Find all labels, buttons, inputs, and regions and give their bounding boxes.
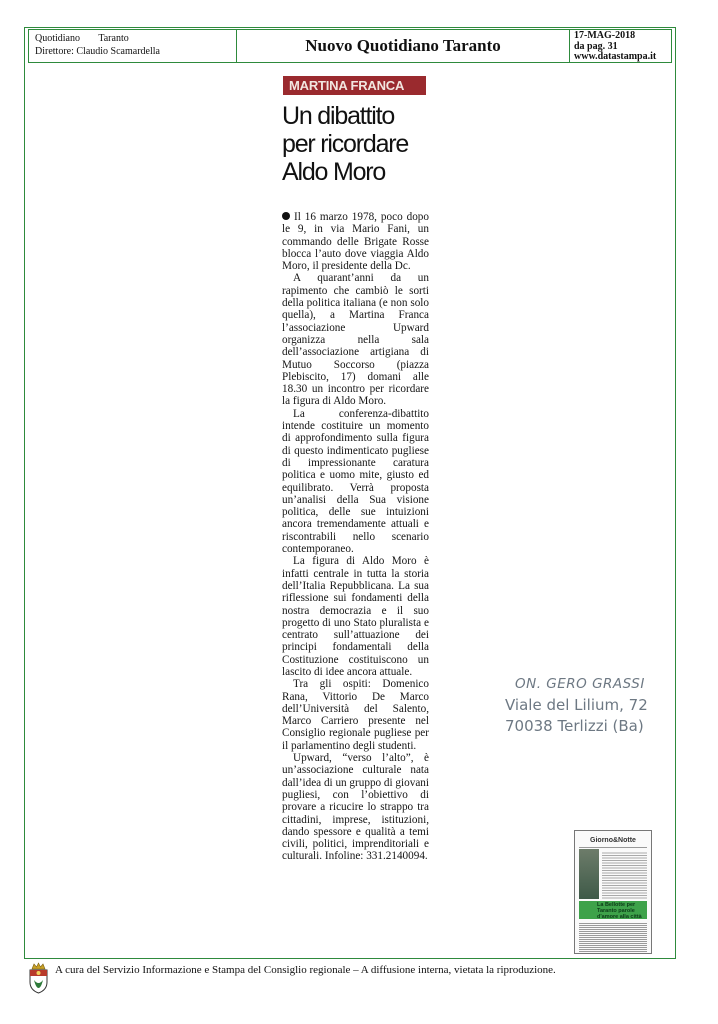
bullet-icon xyxy=(282,212,290,220)
footer-notice: A cura del Servizio Informazione e Stampa del Consiglio regionale – A diffusione interna, vietata la riproduzione. xyxy=(55,964,556,976)
thumbnail-masthead: Giorno&Notte xyxy=(579,834,647,848)
address-stamp xyxy=(505,676,675,735)
source-site: www.datastampa.it xyxy=(574,51,657,62)
region-emblem-icon xyxy=(28,962,49,994)
thumbnail-text-block xyxy=(579,922,647,952)
article-headline xyxy=(282,102,482,186)
publication-type: Quotidiano xyxy=(35,33,80,44)
header-publication-info xyxy=(29,30,237,62)
article-paragraph: La conferenza-dibattito intende costituire un momento di approfondimento sulla figura di questo indimenticato pugliese di impressionante caratura politica e uomo mite, giusto ed equilibrato. Verrà proposta un’analisi della Sua visione politica, delle sue intuizioni ancora tremendamente attuali e riscontrabili nello scenario contemporaneo. xyxy=(282,407,429,556)
article-paragraph: Upward, “verso l’alto”, è un’associazione culturale nata dall’idea di un gruppo di giovani pugliesi, con l’obiettivo di provare a ricucire lo strappo tra cittadini, imprese, istituzioni, dando spessore e qualità a temi civili, politici, imprenditoriali e culturali. Infoline: 331.2140094. xyxy=(282,752,429,863)
headline-line: Un dibattito xyxy=(282,102,395,130)
stamp-street: Viale del Lilium, 72 xyxy=(505,696,648,714)
thumbnail-headline: La Bellotte per Taranto parole d'amore alla città xyxy=(597,902,642,920)
article-paragraph: Tra gli ospiti: Domenico Rana, Vittorio De Marco dell’Università del Salento, Marco Carriero presente nel Consiglio regionale pugliese per il parlamentino degli studenti. xyxy=(282,678,429,752)
headline-line: per ricordare xyxy=(282,130,409,158)
article-paragraph: A quarant’anni da un rapimento che cambiò le sorti della politica italiana (e non solo quella), a Martina Franca l’associazione Upward organizza nella sala dell’associazione artigiana di Mutuo Soccorso (piazza Plebiscito, 17) domani alle 18.30 un incontro per ricordare la figura di Aldo Moro. xyxy=(282,272,429,408)
clipping-header xyxy=(28,29,672,63)
clipping-date: 17-MAG-2018 xyxy=(574,30,636,41)
article-paragraph: La figura di Aldo Moro è infatti centrale in tutta la storia dell’Italia Repubblicana. La sua riflessione sui fondamenti della nostra democrazia e il suo progetto di uno Stato pluralista e centrato sull’attuazione dei principi fondamentali della Costituzione costituiscono un lascito di idee ancora attuale. xyxy=(282,555,429,678)
page-reference: da pag. 31 xyxy=(574,40,618,52)
newspaper-thumbnail xyxy=(574,830,652,954)
headline-line: Aldo Moro xyxy=(282,158,386,186)
paragraph-text: Il 16 marzo 1978, poco dopo le 9, in via Mario Fani, un commando delle Brigate Rosse blocca l’auto dove viaggia Aldo Moro, il presidente della Dc. xyxy=(282,211,429,273)
director-line: Direttore: Claudio Scamardella xyxy=(35,46,160,57)
thumbnail-text-block xyxy=(602,851,647,899)
stamp-name: ON. GERO GRASSI xyxy=(515,676,645,692)
newspaper-title: Nuovo Quotidiano Taranto xyxy=(237,30,570,62)
article-paragraph xyxy=(282,211,429,272)
thumbnail-photo xyxy=(579,849,599,899)
footer xyxy=(28,962,688,1002)
article-body xyxy=(282,211,429,863)
stamp-city: 70038 Terlizzi (Ba) xyxy=(505,717,644,735)
section-label: MARTINA FRANCA xyxy=(283,76,426,95)
publication-city: Taranto xyxy=(98,33,129,44)
header-date-info xyxy=(570,30,671,62)
